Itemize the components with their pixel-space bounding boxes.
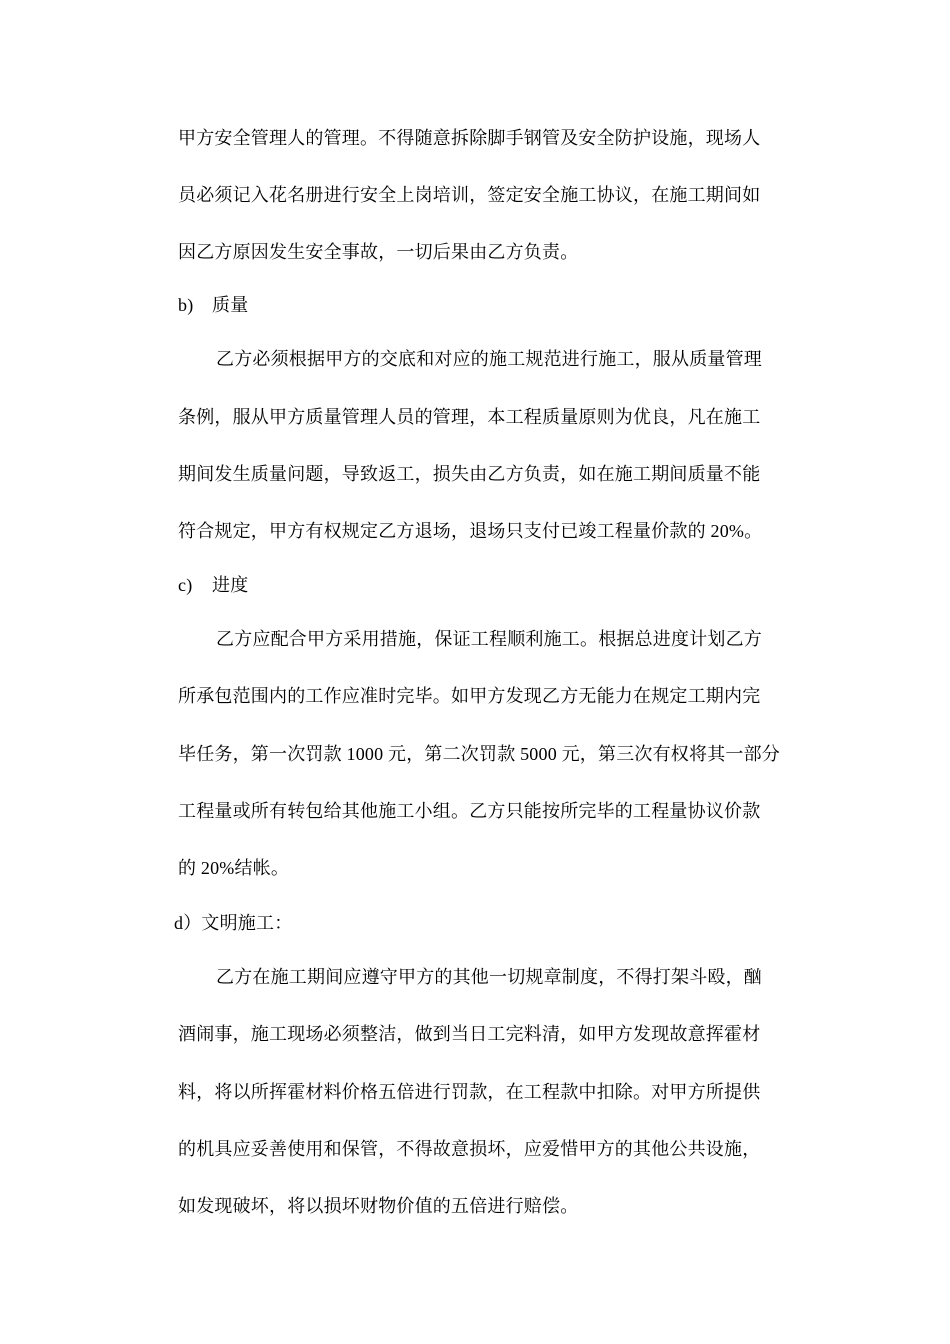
section-letter: b) [178, 295, 194, 315]
paragraph-line: 甲方安全管理人的管理。不得随意拆除脚手钢管及安全防护设施，现场人 [178, 128, 761, 148]
paragraph-line: 料，将以所挥霍材料价格五倍进行罚款，在工程款中扣除。对甲方所提供 [178, 1082, 761, 1102]
section-title: 进度 [212, 575, 249, 595]
section-title: 质量 [212, 295, 249, 315]
paragraph-line: 毕任务，第一次罚款 1000 元，第二次罚款 5000 元，第三次有权将其一部分 [178, 744, 780, 764]
paragraph-line: 员必须记入花名册进行安全上岗培训，签定安全施工协议，在施工期间如 [178, 185, 761, 205]
paragraph-line: 乙方应配合甲方采用措施，保证工程顺利施工。根据总进度计划乙方 [216, 629, 762, 649]
paragraph-line: 条例，服从甲方质量管理人员的管理，本工程质量原则为优良，凡在施工 [178, 407, 761, 427]
section-letter: c) [178, 575, 193, 595]
section-heading-quality [178, 293, 818, 317]
section-heading-civilized-construction: d）文明施工： [174, 913, 293, 933]
paragraph-line: 如发现破坏，将以损坏财物价值的五倍进行赔偿。 [178, 1196, 579, 1216]
paragraph-line: 符合规定，甲方有权规定乙方退场，退场只支付已竣工程量价款的 20%。 [178, 521, 763, 541]
paragraph-line: 所承包范围内的工作应准时完毕。如甲方发现乙方无能力在规定工期内完 [178, 686, 761, 706]
paragraph-line: 工程量或所有转包给其他施工小组。乙方只能按所完毕的工程量协议价款 [178, 801, 761, 821]
paragraph-line: 期间发生质量问题，导致返工，损失由乙方负责，如在施工期间质量不能 [178, 464, 761, 484]
paragraph-line: 的 20%结帐。 [178, 858, 290, 878]
paragraph-line: 乙方必须根据甲方的交底和对应的施工规范进行施工，服从质量管理 [216, 349, 762, 369]
paragraph-line: 酒闹事，施工现场必须整洁，做到当日工完料清，如甲方发现故意挥霍材 [178, 1024, 761, 1044]
paragraph-line: 的机具应妥善使用和保管，不得故意损坏，应爱惜甲方的其他公共设施， [178, 1139, 761, 1159]
paragraph-line: 因乙方原因发生安全事故，一切后果由乙方负责。 [178, 242, 579, 262]
section-heading-progress [178, 573, 818, 597]
paragraph-line: 乙方在施工期间应遵守甲方的其他一切规章制度，不得打架斗殴，酗 [216, 967, 762, 987]
